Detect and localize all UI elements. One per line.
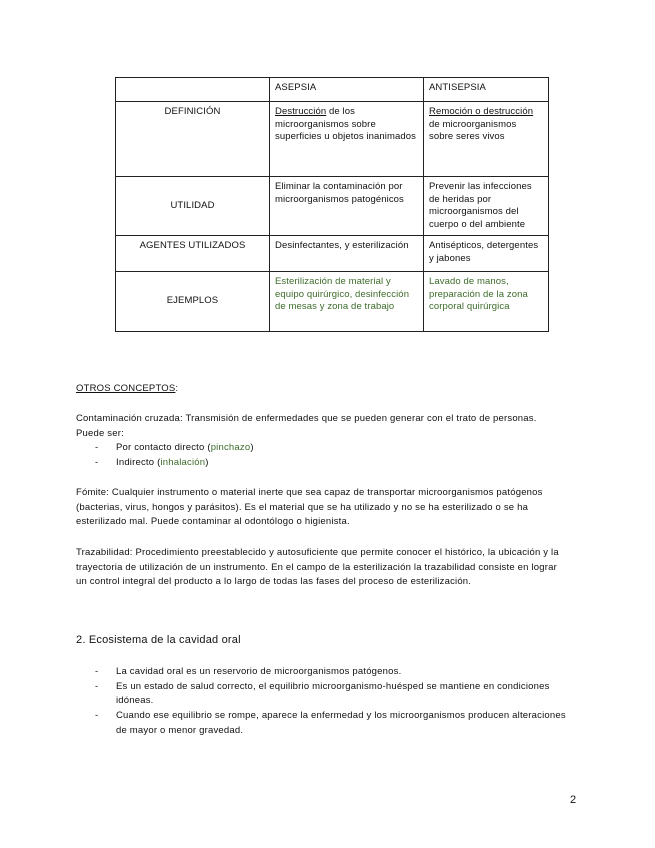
cell-antisepsia: Lavado de manos, preparación de la zona corporal quirúrgica [424,272,549,332]
comparison-table [115,77,549,332]
list-item: - Por contacto directo (pinchazo) [95,442,254,454]
highlight-term: pinchazo [210,442,251,454]
highlight-term: inhalación [160,457,206,469]
row-label: DEFINICIÓN [116,102,270,177]
cell-text: de microorganismos sobre seres vivos [429,118,517,142]
cell-antisepsia: Prevenir las infecciones de heridas por microorganismos del cuerpo o del ambiente [424,177,549,236]
row-label: UTILIDAD [116,177,270,236]
cell-antisepsia: Antisépticos, detergentes y jabones [424,236,549,272]
cell-asepsia: Esterilización de material y equipo quirúrgico, desinfección de mesas y zona de trabajo [270,272,424,332]
contaminacion-block [76,412,566,471]
table-row-definicion [116,102,549,177]
trazabilidad-paragraph: Trazabilidad: Procedimiento preestablecido y autosuficiente que permite conocer el histórico, la ubicación y la trayectoria de utilización de un instrumento. En el campo de la esterilización la trazabilidad consiste en lograr un control integral del producto a lo largo de todas las fases del proceso de esterilización. [76,547,559,588]
heading-colon: : [175,383,179,394]
contaminacion-list [76,441,566,470]
list-item: - Cuando ese equilibrio se rompe, aparece la enfermedad y los microorganismos producen alteraciones de mayor o menor gravedad. [95,710,566,736]
list-item: - Es un estado de salud correcto, el equilibrio microorganismo-huésped se mantiene en condiciones idóneas. [95,680,550,707]
cell-antisepsia [424,102,549,177]
table-row-ejemplos [116,272,549,332]
contaminacion-paragraph: Contaminación cruzada: Transmisión de enfermedades que se pueden generar con el trato de personas. Puede ser: [76,413,537,439]
trazabilidad-block [76,546,566,590]
cell-asepsia: Desinfectantes, y esterilización [270,236,424,272]
fomite-block [76,486,566,530]
otros-heading-block [76,382,566,397]
row-label: AGENTES UTILIZADOS [116,236,270,272]
cell-asepsia: Eliminar la contaminación por microorganismos patogénicos [270,177,424,236]
underlined-term: Destrucción [275,106,327,117]
list-item: - La cavidad oral es un reservorio de microorganismos patógenos. [95,666,402,677]
table-header-antisepsia: ANTISEPSIA [424,78,549,102]
table-row-utilidad [116,177,549,236]
underlined-term: Remoción o destrucción [429,106,534,117]
page-number: 2 [570,794,577,806]
table-row-agentes [116,236,549,272]
cell-asepsia [270,102,424,177]
table-header-row [116,78,549,102]
list-item: - Indirecto (inhalación) [95,457,209,469]
section-2-list [76,665,576,739]
section-2-block [76,665,576,739]
table-header-empty [116,78,270,102]
cell-text: de los microorganismos sobre superficies u objetos inanimados [275,106,417,142]
table-header-asepsia: ASEPSIA [270,78,424,102]
section-2-title: 2. Ecosistema de la cavidad oral [76,634,241,646]
row-label: EJEMPLOS [116,272,270,332]
fomite-paragraph: Fómite: Cualquier instrumento o material inerte que sea capaz de transportar microorganismos patógenos (bacterias, virus, hongos y parásitos). Es el material que se ha utilizado y no se ha esterilizado o se ha esterilizado mal. Puede contaminar al odontólogo o higienista. [76,487,543,528]
section-heading: OTROS CONCEPTOS [76,383,176,394]
